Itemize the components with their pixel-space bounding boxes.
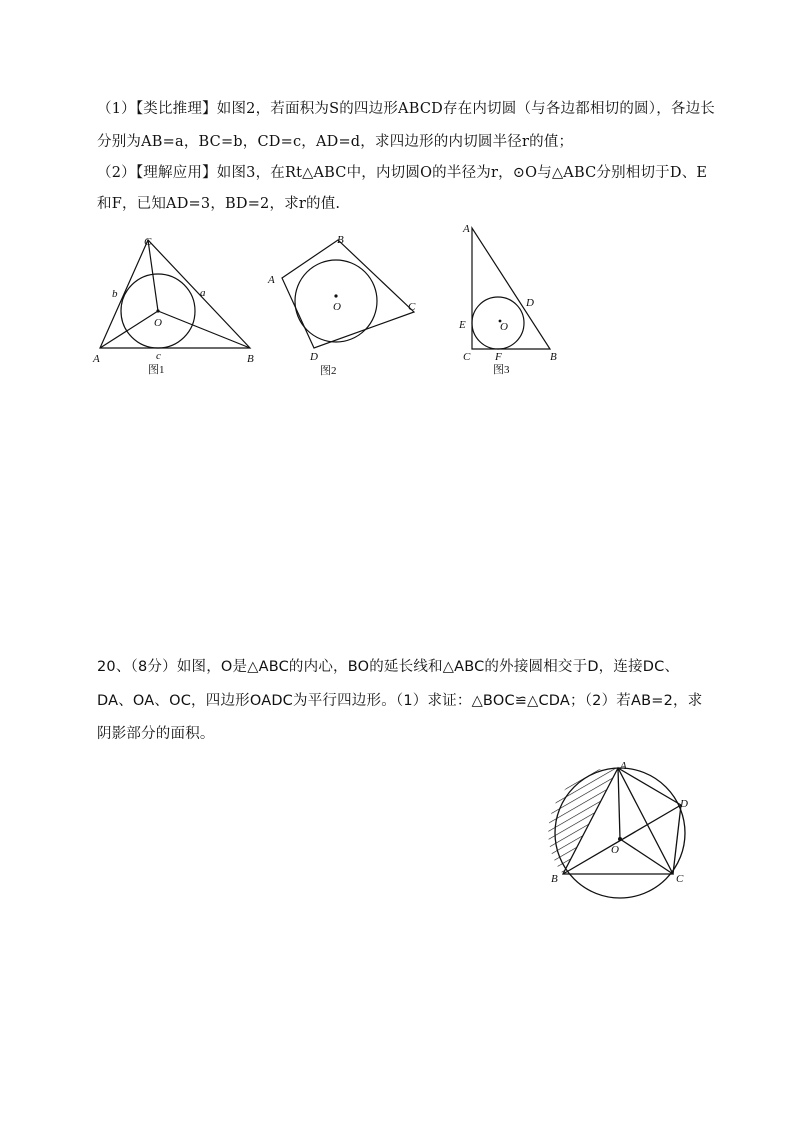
q19-part1-line2: 分别为AB=a，BC=b，CD=c，AD=d，求四边形的内切圆半径r的值； [97, 134, 574, 150]
fig4-label-c: C [676, 873, 684, 885]
q20-line3: 阴影部分的面积。 [97, 726, 215, 742]
fig2-label-d: D [310, 351, 318, 363]
fig2-quadrilateral [282, 240, 414, 348]
shaded-segment [548, 768, 618, 874]
q19-part1-line1: （1）【类比推理】如图2，若面积为S的四边形ABCD存在内切圆（与各边都相切的圆），各边长 [97, 101, 715, 117]
q19-part2-line1: （2）【理解应用】如图3，在Rt△ABC中，内切圆O的半径为r，⊙O与△ABC分别相切于D、E [97, 165, 708, 181]
fig3-label-e: E [459, 319, 466, 331]
fig1-triangle [100, 240, 250, 348]
q20-line2: DA、OA、OC，四边形OADC为平行四边形。（1）求证：△BOC≌△CDA；（2）若AB=2，求 [97, 693, 703, 709]
q20-line1: 20、（8分）如图，O是△ABC的内心，BO的延长线和△ABC的外接圆相交于D，连接DC、 [97, 659, 680, 675]
fig1-label-b-vertex: B [247, 353, 254, 365]
figure-1 [90, 230, 270, 380]
fig3-label-f: F [495, 351, 502, 363]
fig2-label-a: A [268, 274, 275, 286]
fig1-label-side-b: b [112, 288, 118, 300]
fig3-right-triangle [472, 228, 550, 349]
fig1-label-o: O [154, 317, 162, 329]
fig4-label-d: D [680, 798, 688, 810]
fig3-incircle [472, 297, 524, 349]
figure-4 [540, 755, 700, 905]
fig1-label-side-c: c [156, 350, 161, 362]
fig3-label-b: B [550, 351, 557, 363]
fig3-label-c: C [463, 351, 471, 363]
fig4-label-a: A [620, 760, 627, 772]
fig1-label-side-a: a [200, 287, 206, 299]
fig4-label-o: O [611, 844, 619, 856]
fig1-caption: 图1 [148, 364, 165, 376]
fig4-label-b: B [551, 873, 558, 885]
fig1-label-a-vertex: A [93, 353, 100, 365]
fig3-label-o: O [500, 321, 508, 333]
fig2-label-b: B [337, 234, 344, 246]
figure-3 [455, 222, 565, 382]
fig1-label-c-vertex: C [144, 236, 152, 248]
fig3-label-d: D [526, 297, 534, 309]
fig3-label-a: A [463, 223, 470, 235]
fig2-caption: 图2 [320, 365, 337, 377]
figure-2 [262, 230, 432, 380]
fig3-caption: 图3 [493, 364, 510, 376]
q19-part2-line2: 和F，已知AD=3，BD=2，求r的值. [97, 196, 341, 212]
fig2-label-o: O [333, 301, 341, 313]
fig2-label-c: C [408, 301, 416, 313]
